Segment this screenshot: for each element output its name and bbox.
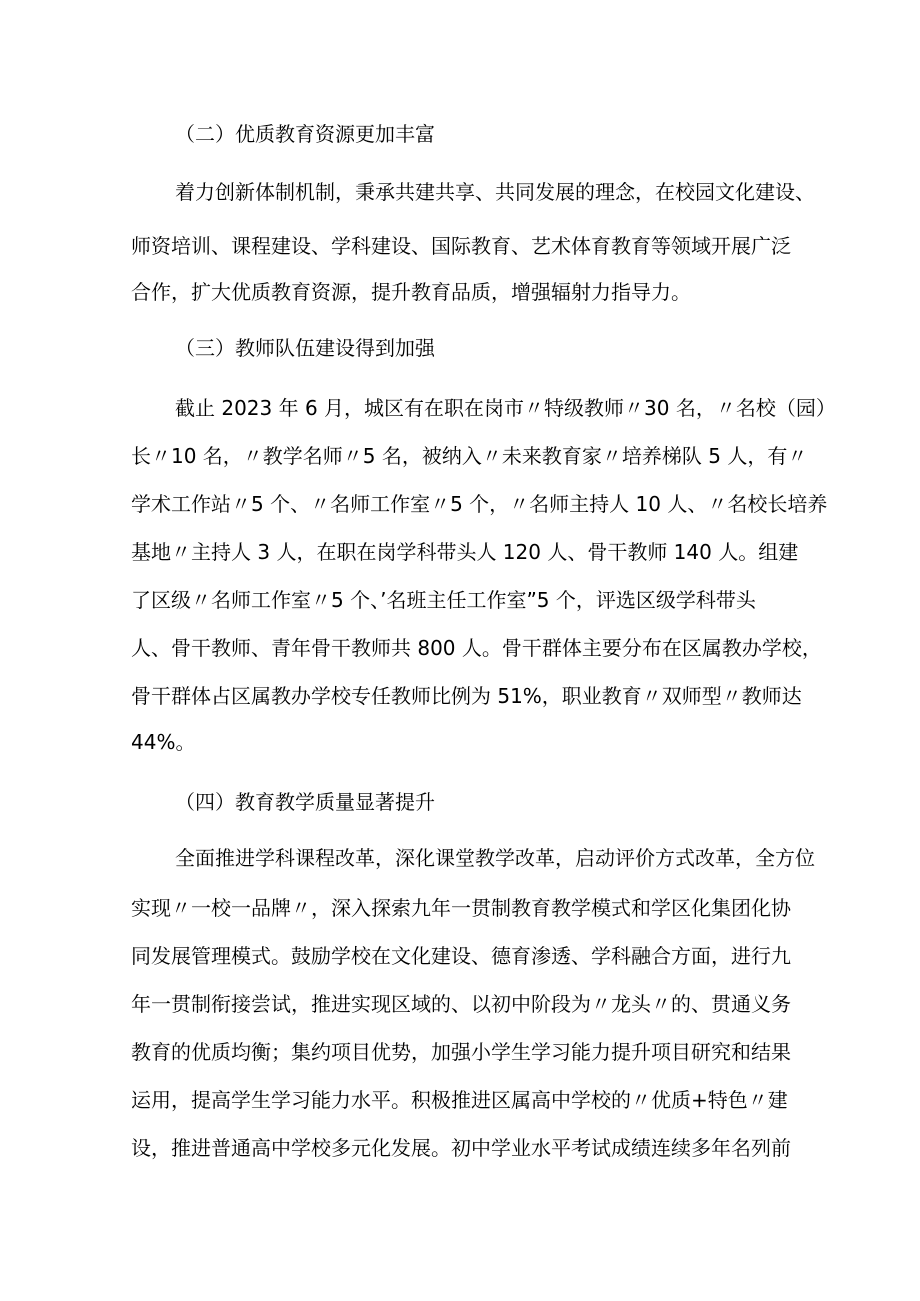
paragraph-line — [0, 436, 920, 476]
paragraph-line — [0, 936, 920, 976]
paragraph-line-text: 实现〃一校一品牌〃，深入探索九年一贯制教育教学模式和学区化集团化协 — [131, 896, 791, 920]
paragraph-line — [0, 984, 920, 1024]
paragraph-line-text: 合作，扩大优质教育资源，提升教育品质，增强辐射力指导力。 — [131, 280, 691, 304]
paragraph-line-text: 运用，提高学生学习能力水平。积极推进区属高中学校的〃优质+特色〃建 — [131, 1088, 788, 1112]
section-heading-text: （三）教师队伍建设得到加强 — [175, 336, 435, 360]
paragraph-line-text: 截止 2023 年 6 月，城区有在职在岗市〃特级教师〃30 名，〃名校（园） — [175, 396, 836, 420]
section-heading — [0, 114, 920, 154]
paragraph-line-text: 了区级〃名师工作室〃5 个、’名班主任工作室”5 个，评选区级学科带头 — [131, 588, 756, 612]
paragraph-line — [0, 676, 920, 716]
paragraph-line-text: 师资培训、课程建设、学科建设、国际教育、艺术体育教育等领域开展广泛 — [131, 234, 791, 258]
paragraph-line-text: 着力创新体制机制，秉承共建共享、共同发展的理念，在校园文化建设、 — [175, 180, 815, 204]
paragraph-line — [0, 484, 920, 524]
paragraph-line-text: 年一贯制衔接尝试，推进实现区域的、以初中阶段为〃龙头〃的、贯通义务 — [131, 992, 791, 1016]
paragraph-line — [0, 532, 920, 572]
section-heading-text: （二）优质教育资源更加丰富 — [175, 122, 435, 146]
paragraph-line-text: 基地〃主持人 3 人，在职在岗学科带头人 120 人、骨干教师 140 人。组建 — [131, 540, 799, 564]
paragraph-line — [0, 172, 920, 212]
paragraph-line-text: 骨干群体占区属教办学校专任教师比例为 51%，职业教育〃双师型〃教师达 — [131, 684, 802, 708]
paragraph-line — [0, 1128, 920, 1168]
paragraph-line — [0, 888, 920, 928]
paragraph-line-text: 同发展管理模式。鼓励学校在文化建设、德育渗透、学科融合方面，进行九 — [131, 944, 791, 968]
paragraph-line-text: 人、骨干教师、青年骨干教师共 800 人。骨干群体主要分布在区属教办学校， — [131, 636, 822, 660]
paragraph-line-text: 全面推进学科课程改革，深化课堂教学改革，启动评价方式改革，全方位 — [175, 846, 815, 870]
paragraph-line — [0, 628, 920, 668]
paragraph-line-text: 44%。 — [131, 730, 196, 754]
paragraph-line-text: 学术工作站〃5 个、〃名师工作室〃5 个，〃名师主持人 10 人、〃名校长培养 — [131, 492, 828, 516]
paragraph-line — [0, 1032, 920, 1072]
paragraph-line — [0, 580, 920, 620]
paragraph-line-text: 设，推进普通高中学校多元化发展。初中学业水平考试成绩连续多年名列前 — [131, 1136, 791, 1160]
paragraph-line — [0, 722, 920, 762]
paragraph-line — [0, 272, 920, 312]
section-heading — [0, 328, 920, 368]
section-heading — [0, 782, 920, 822]
paragraph-line-text: 长〃10 名，〃教学名师〃5 名，被纳入〃未来教育家〃培养梯队 5 人，有〃 — [131, 444, 808, 468]
paragraph-line-text: 教育的优质均衡；集约项目优势，加强小学生学习能力提升项目研究和结果 — [131, 1040, 791, 1064]
paragraph-line — [0, 1080, 920, 1120]
section-heading-text: （四）教育教学质量显著提升 — [175, 790, 435, 814]
paragraph-line — [0, 226, 920, 266]
paragraph-line — [0, 388, 920, 428]
paragraph-line — [0, 838, 920, 878]
